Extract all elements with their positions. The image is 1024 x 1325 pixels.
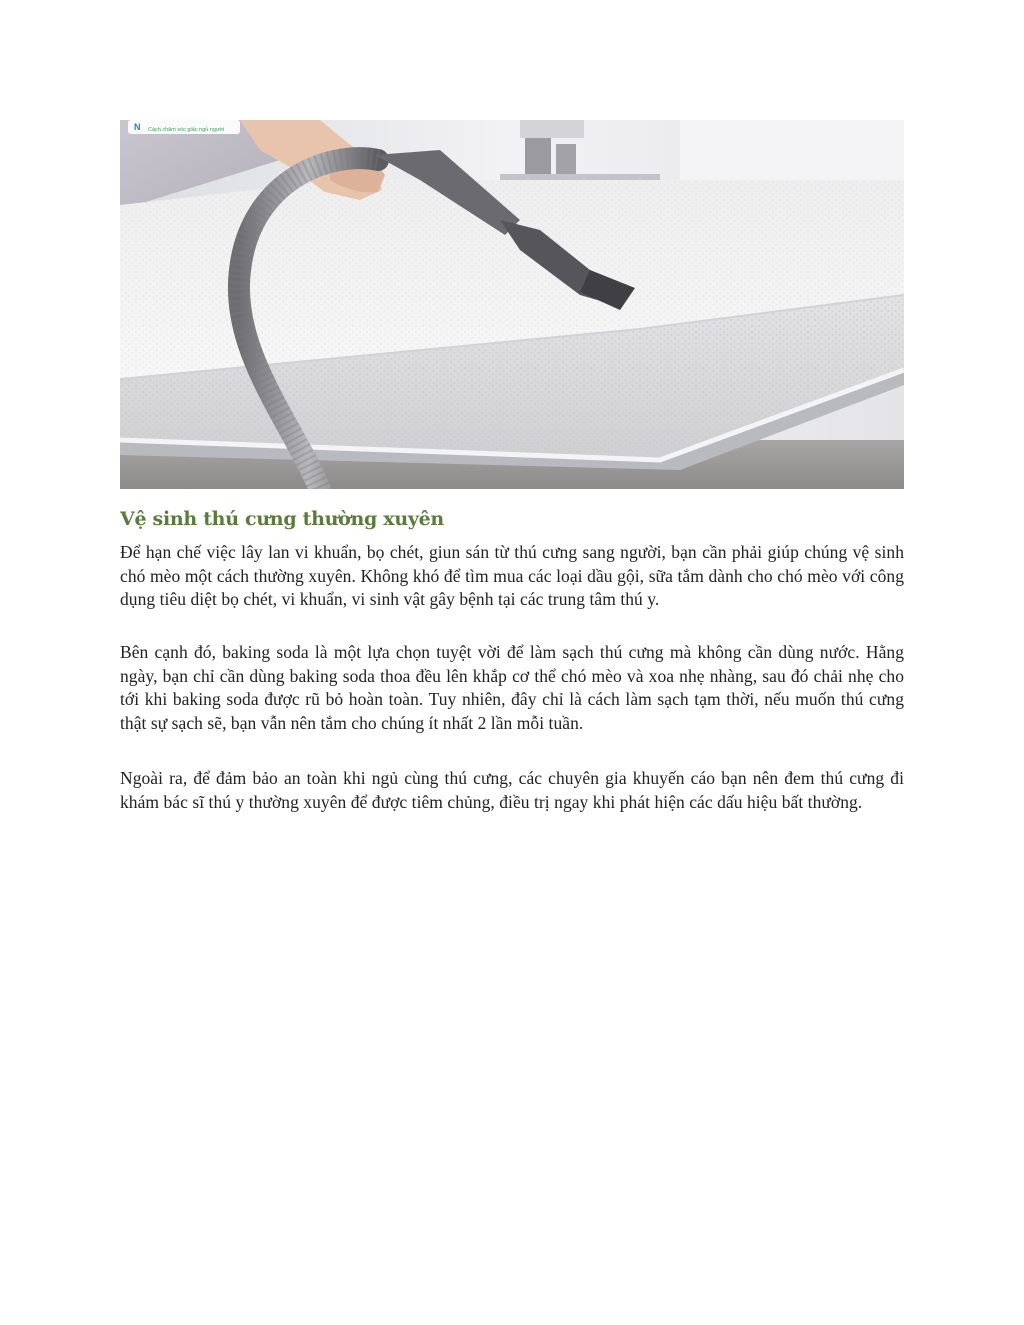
logo-caption: Cách chăm sóc giấc ngủ người (148, 127, 225, 133)
svg-text:N: N (134, 122, 141, 132)
mattress-vacuum-photo (120, 120, 904, 489)
paragraph-2: Bên cạnh đó, baking soda là một lựa chọn tuyệt vời để làm sạch thú cưng mà không cần dùng nước. Hằng ngày, bạn chỉ cần dùng baking soda thoa đều lên khắp cơ thể chó mèo và xoa nhẹ nhàng, sau đó chải nhẹ cho tới khi baking soda được rũ bỏ hoàn toàn. Tuy nhiên, đây chỉ là cách làm sạch tạm thời, nếu muốn thú cưng thật sự sạch sẽ, bạn vẫn nên tắm cho chúng ít nhất 2 lần mỗi tuần. (120, 642, 904, 733)
paragraph-1: Để hạn chế việc lây lan vi khuẩn, bọ chét, giun sán từ thú cưng sang người, bạn cần phải giúp chúng vệ sinh chó mèo một cách thường xuyên. Không khó để tìm mua các loại dầu gội, sữa tắm dành cho chó mèo với công dụng tiêu diệt bọ chét, vi khuẩn, vi sinh vật gây bệnh tại các trung tâm thú y. (120, 542, 904, 609)
section-heading: Vệ sinh thú cưng thường xuyên (120, 508, 444, 530)
photo-illustration (120, 120, 904, 489)
paragraph-3: Ngoài ra, để đảm bảo an toàn khi ngủ cùng thú cưng, các chuyên gia khuyến cáo bạn nên đem thú cưng đi khám bác sĩ thú y thường xuyên để được tiêm chủng, điều trị ngay khi phát hiện các dấu hiệu bất thường. (120, 768, 904, 812)
